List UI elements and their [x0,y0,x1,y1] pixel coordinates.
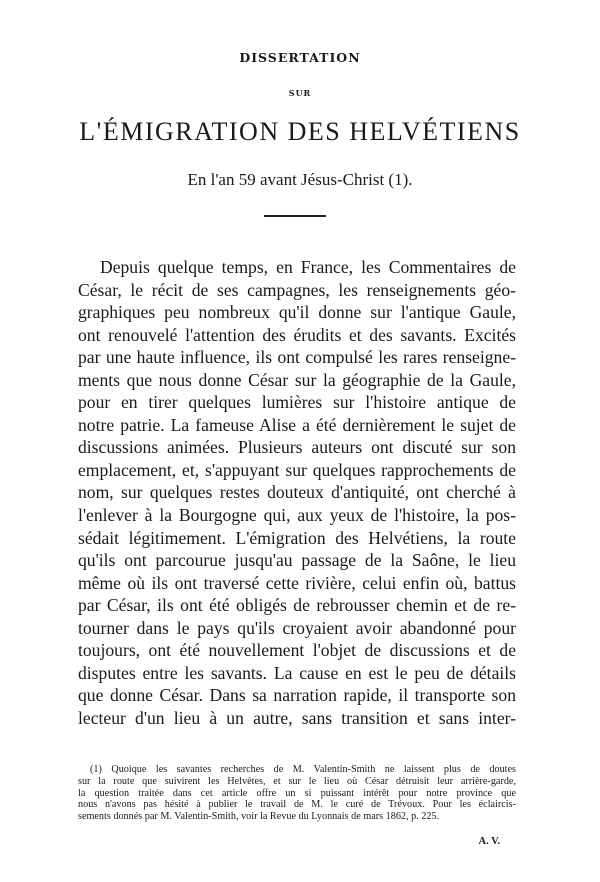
body-line: graphiques peu nombreux qu'il donne sur l'antique Gaule, [78,302,516,323]
body-line: même où ils ont traversé cette rivière, celui enfin où, battus [78,572,516,593]
body-line: discussions animées. Plusieurs auteurs ont discuté sur son [78,437,516,458]
title-dissertation: DISSERTATION [239,50,361,65]
footnote-line: (1) Quoique les savantes recherches de M. Valentin-Smith ne laissent plus de doutes [90,764,516,775]
body-line: ont renouvelé l'attention des érudits et des savants. Excités [78,324,516,345]
body-line: sédait légitimement. L'émigration des Helvétiens, la route [78,527,516,548]
footnote-line: sements donnés par M. Valentin-Smith, voir la Revue du Lyonnais de mars 1862, p. 225. [78,811,440,823]
footnote-line: sur la route que suivirent les Helvètes, et sur le lieu où César détruisit leur arrière-garde, [78,775,516,787]
body-line: toujours, ont été nouvellement l'objet de discussions et de [78,640,516,661]
body-line: tourner dans le pays qu'ils croyaient avoir abandonné pour [78,617,516,638]
section-divider [264,215,326,217]
body-line: nom, sur quelques restes douteux d'antiquité, ont cherché à [78,482,516,503]
page-title: L'ÉMIGRATION DES HELVÉTIENS [79,117,521,146]
body-line: l'enlever à la Bourgogne qui, aux yeux de l'histoire, la pos- [78,505,516,526]
footnote [78,764,516,823]
body-line: par César, ils ont été obligés de rebrousser chemin et de re- [78,595,516,616]
body-line: pour en tirer quelques lumières sur l'histoire antique de [78,392,516,413]
title-connector: SUR [288,88,312,98]
body-line: par une haute influence, ils ont compulsé les rares renseigne- [78,347,516,368]
page-subtitle: En l'an 59 avant Jésus-Christ (1). [187,170,413,189]
body-paragraph [78,256,516,729]
signature: A. V. [478,836,500,847]
body-line: disputes entre les savants. La cause en est le peu de détails [78,662,516,683]
body-line: emplacement, et, s'appuyant sur quelques rapprochements de [78,459,516,480]
body-line: ments que nous donne César sur la géographie de la Gaule, [78,369,516,390]
body-line: Depuis quelque temps, en France, les Commentaires de [100,257,516,277]
footnote-line: nous n'avons pas hésité à publier le travail de M. le curé de Trévoux. Pour les éclaircis- [78,799,516,811]
body-line: lecteur d'un lieu à un autre, sans transition et sans inter- [78,707,516,728]
footnote-line: la question traitée dans cet article offre un si puissant intérêt pour notre province que [78,787,516,799]
body-line: César, le récit de ses campagnes, les renseignements géo- [78,279,516,300]
body-line: que donne César. Dans sa narration rapide, il transporte son [78,685,516,706]
body-line: qu'ils ont parcourue jusqu'au passage de la Saône, le lieu [78,550,516,571]
body-line: notre patrie. La fameuse Alise a été dernièrement le sujet de [78,414,516,435]
